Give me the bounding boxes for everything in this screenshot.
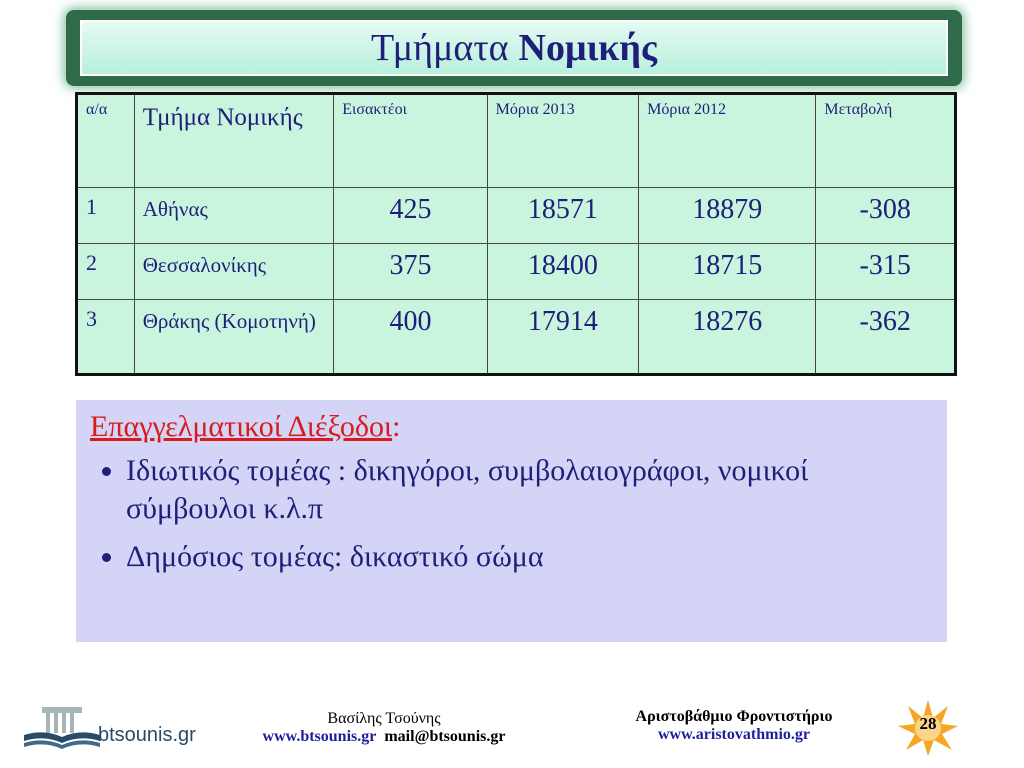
row-points-2013: 18400 (487, 244, 638, 300)
row-admitted: 400 (334, 300, 487, 375)
career-heading: Επαγγελματικοί Διέξοδοι (90, 410, 393, 443)
row-department: Θεσσαλονίκης (134, 244, 334, 300)
table-row (77, 188, 956, 244)
career-heading-line (90, 410, 933, 444)
footer-institute-block (596, 708, 872, 744)
row-points-2012: 18879 (639, 188, 816, 244)
logo-text: btsounis.gr (98, 724, 196, 746)
career-outlets-box (76, 400, 947, 642)
footer-institute: Αριστοβάθμιο Φροντιστήριο (635, 708, 833, 725)
row-points-2013: 17914 (487, 300, 638, 375)
row-points-2012: 18276 (639, 300, 816, 375)
career-list (90, 452, 933, 576)
table-header-row (77, 94, 956, 188)
row-admitted: 425 (334, 188, 487, 244)
title-normal: Τμήματα (371, 27, 509, 69)
row-change: -315 (816, 244, 956, 300)
header-change: Μεταβολή (816, 94, 956, 188)
header-department: Τμήμα Νομικής (134, 94, 334, 188)
footer-author: Βασίλης Τσούνης (327, 710, 441, 727)
header-index: α/α (77, 94, 135, 188)
row-points-2013: 18571 (487, 188, 638, 244)
list-item: • Ιδιωτικός τομέας : δικηγόροι, συμβολαιογράφοι, νομικοί σύμβουλοι κ.λ.π (126, 452, 933, 528)
title-frame (66, 10, 962, 86)
slide-title (80, 20, 948, 76)
career-heading-colon: : (392, 410, 401, 443)
table-row (77, 244, 956, 300)
footer-site-link[interactable]: www.btsounis.gr (262, 728, 377, 745)
header-points-2012: Μόρια 2012 (639, 94, 816, 188)
title-bold: Νομικής (518, 27, 657, 69)
row-index: 3 (77, 300, 135, 375)
page-number: 28 (919, 714, 937, 733)
row-department: Αθήνας (134, 188, 334, 244)
header-points-2013: Μόρια 2013 (487, 94, 638, 188)
list-item: • Δημόσιος τομέας: δικαστικό σώμα (126, 538, 933, 576)
table-row (77, 300, 956, 375)
row-index: 2 (77, 244, 135, 300)
row-index: 1 (77, 188, 135, 244)
law-departments-table (75, 92, 957, 376)
row-change: -362 (816, 300, 956, 375)
footer-institute-site[interactable]: www.aristovathmio.gr (658, 726, 810, 743)
header-admitted: Εισακτέοι (334, 94, 487, 188)
row-admitted: 375 (334, 244, 487, 300)
footer-author-block (224, 710, 544, 746)
row-department: Θράκης (Κομοτηνή) (134, 300, 334, 375)
row-points-2012: 18715 (639, 244, 816, 300)
footer-email[interactable]: mail@btsounis.gr (384, 728, 506, 745)
row-change: -308 (816, 188, 956, 244)
